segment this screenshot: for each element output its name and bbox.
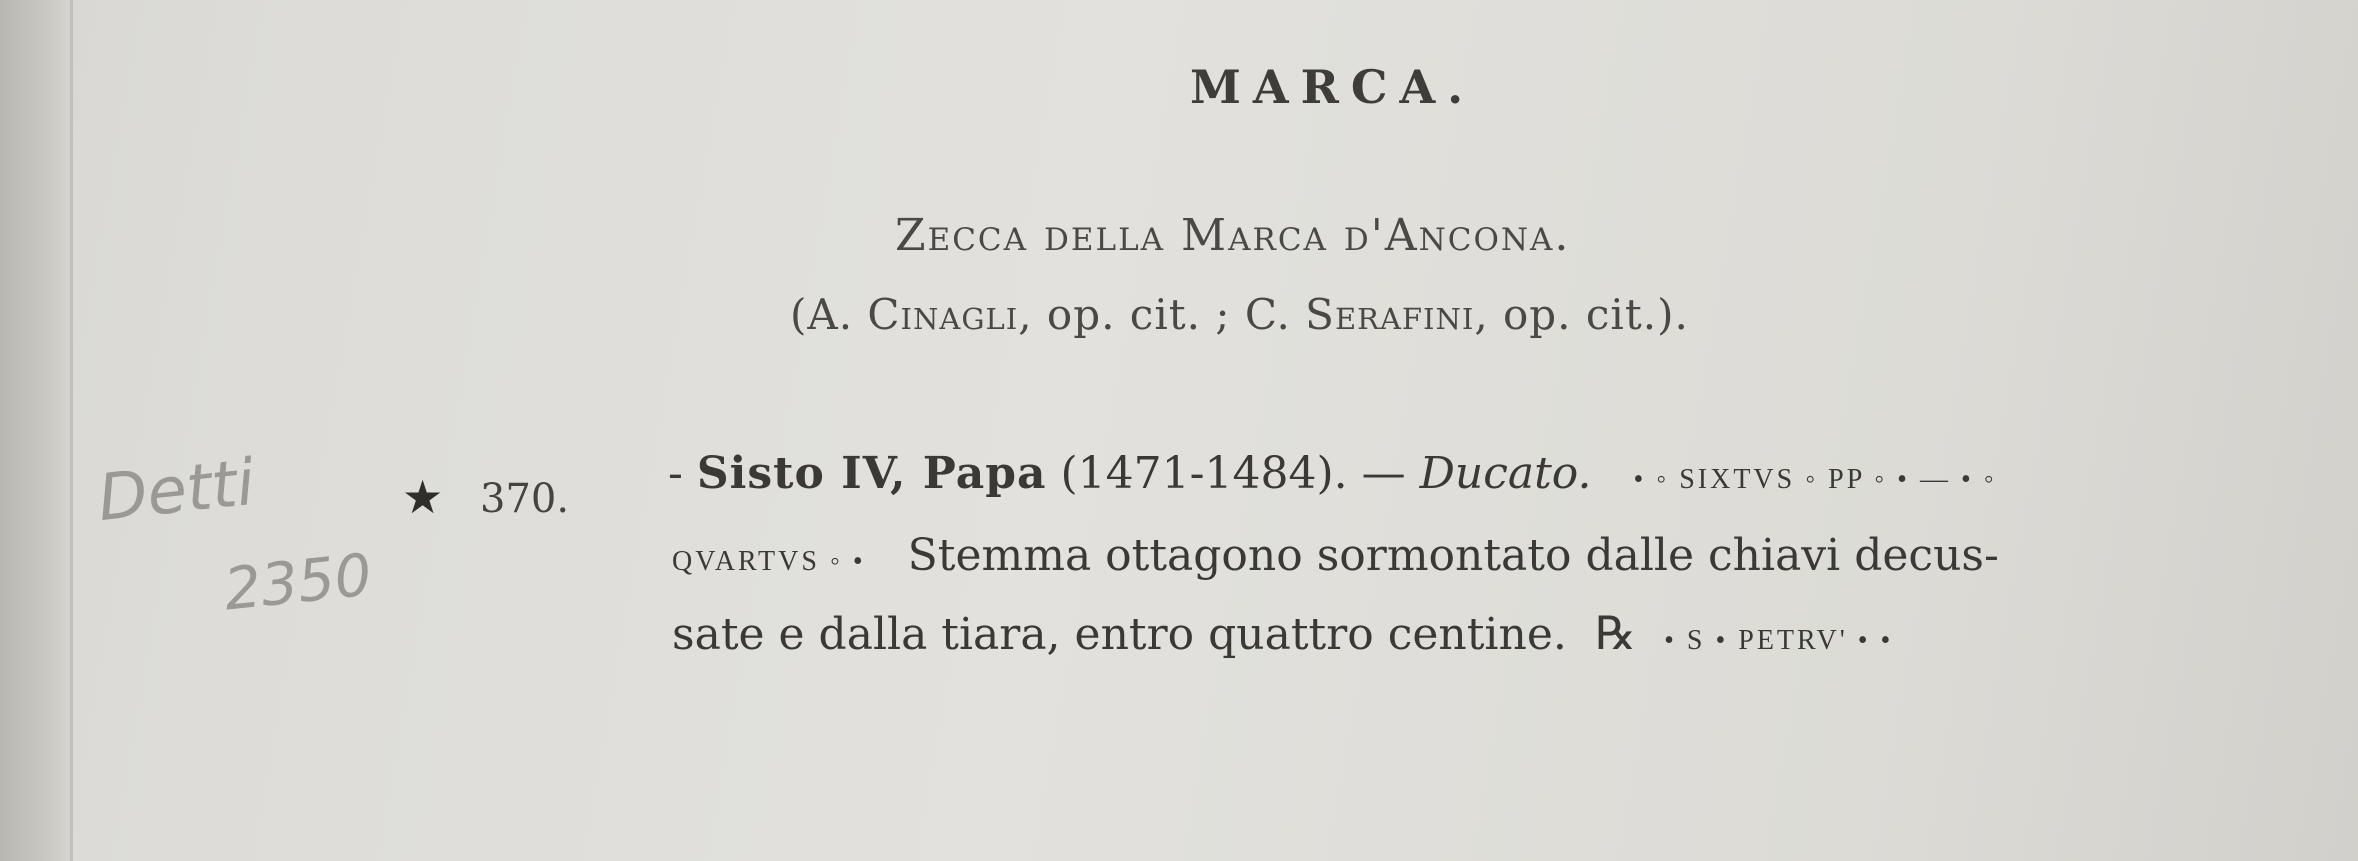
- reign-dates: (1471-1484).: [1060, 448, 1348, 499]
- entry-line-1: [668, 448, 1997, 499]
- citation-open: (A.: [790, 290, 868, 339]
- handwritten-note-price: 2350: [220, 540, 375, 624]
- entry-dash: -: [668, 448, 683, 499]
- handwritten-note-word: Detti: [94, 446, 259, 536]
- page-edge: [70, 0, 73, 861]
- citation-author-serafini: Serafini: [1305, 290, 1475, 339]
- ruler-name: Sisto IV, Papa: [696, 448, 1047, 499]
- coin-type: Ducato.: [1419, 448, 1592, 499]
- reverse-symbol: ℞: [1594, 606, 1637, 660]
- entry-line-2: [672, 530, 1999, 581]
- citation-close: , op. cit.).: [1474, 290, 1689, 339]
- star-icon: ★: [402, 470, 444, 524]
- description-line-1: Stemma ottagono sormontato dalle chiavi decus-: [907, 530, 1999, 581]
- obverse-legend-part-2: QVARTVS ◦ •: [672, 546, 866, 577]
- bibliographic-citation: [790, 290, 1689, 339]
- reverse-legend: • S • PETRV' • •: [1664, 625, 1894, 656]
- mint-subheading: Zecca della Marca d'Ancona.: [895, 210, 1571, 261]
- entry-number: 370.: [480, 476, 570, 522]
- page-gutter: [0, 0, 70, 861]
- citation-author-cinagli: Cinagli: [867, 290, 1019, 339]
- section-heading: MARCA.: [1190, 60, 1476, 114]
- entry-line-3: [672, 606, 1893, 660]
- citation-mid: , op. cit. ; C.: [1018, 290, 1306, 339]
- obverse-legend-part-1: • ◦ SIXTVS ◦ PP ◦ • — • ◦: [1633, 464, 1997, 495]
- description-line-2: sate e dalla tiara, entro quattro centine.: [672, 609, 1567, 660]
- entry-separator: —: [1361, 448, 1406, 499]
